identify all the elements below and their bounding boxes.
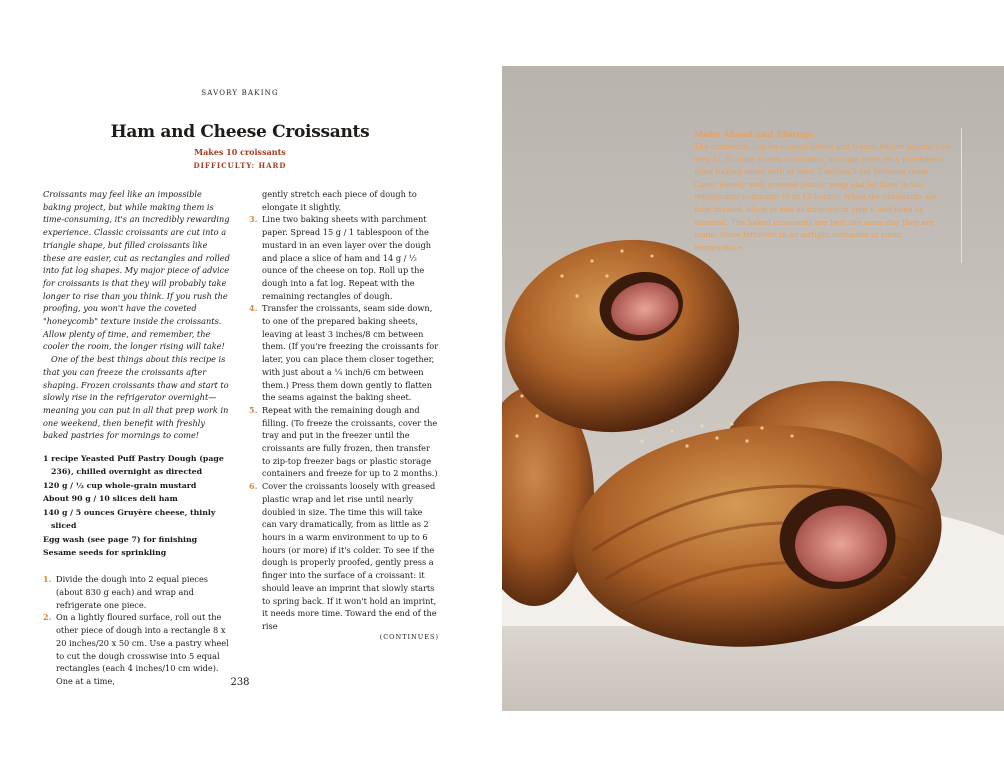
steps-list-2 [249,213,439,632]
step-item [249,404,439,480]
sidebar-text: The croissants can be shaped ahead and frozen before baking (see step 5). To bake frozen croissants, arrange them on a parchment-lined baking sheet with at least 2 inches/5 cm between them. Cover loosely with greased plastic wrap and let thaw in the refrigerator overnight (8 to 12 hours). When the croissants are fully thawed, allow to rise as directed in step 6 and bake as directed. The baked croissants are best the same day they are made. Store leftovers in an airtight container at room temperature. [694,142,952,252]
step-text: Cover the croissants loosely with greased plastic wrap and let rise until nearly doubled in size. The time this will take can vary dramatically, from as little as 2 hours in a warm environment to up to 6 hours (or more) if it's colder. To see if the dough is properly proofed, gently press a finger into the surface of a croissant: it should leave an imprint that slowly starts to spring back. If it won't hold an imprint, it needs more time. Toward the end of the rise [262,481,437,631]
step-number: 3. [249,214,258,225]
ingredient-item: 120 g / ½ cup whole-grain mustard [43,480,197,490]
step-text: Transfer the croissants, seam side down, to one of the prepared baking sheets, leaving at least 3 inches/8 cm between them. (If you're freezing the croissants for later, you can place them closer together, with just about a ¼ inch/6 cm between them.) Press them down gently to flatten the seams against the baking sheet. [262,303,439,403]
step-text: Line two baking sheets with parchment paper. Spread 15 g / 1 tablespoon of the mustard in an even layer over the dough and place a slice of ham and 14 g / ½ ounce of the cheese on top. Roll up the dough into a fat log. Repeat with the remaining rectangles of dough. [262,214,431,301]
ingredient-item: 140 g / 5 ounces Gruyère cheese, thinly sliced [43,507,216,531]
running-head: SAVORY BAKING [201,89,279,97]
recipe-difficulty: DIFFICULTY: HARD [193,161,287,170]
text-column-1 [43,188,231,688]
step-text: Divide the dough into 2 equal pieces (about 830 g each) and wrap and refrigerate one piece. [56,574,209,610]
make-ahead-sidebar [694,130,952,254]
steps-list-1 [43,573,231,687]
step-item [249,480,439,632]
step-number: 4. [249,303,258,314]
step-number: 6. [249,481,258,492]
ingredient-list [43,452,231,559]
intro [43,188,231,442]
page-number: 238 [230,677,250,688]
sidebar-rule [961,128,962,263]
recipe-yield: Makes 10 croissants [194,147,286,157]
step-number: 2. [43,612,52,623]
text-column-2 [249,188,439,633]
step-text: Repeat with the remaining dough and filling. (To freeze the croissants, cover the tray and put in the freezer until the croissants are fully frozen, then transfer to zip-top freezer bags or plastic storage containers and freeze for up to 2 months.) [262,404,438,479]
continues-label: (CONTINUES) [379,633,439,641]
intro-paragraph-1: Croissants may feel like an impossible baking project, but while making them is time-consuming, it's an incredibly rewarding experience. Classic croissants are cut into a triangle shape, but filled croissants like these are easier, cut as rectangles and rolled into fat log shapes. My major piece of advice for croissants is that they will probably take longer to rise than you think. If you rush the proofing, you won't have the coveted "honeycomb" texture inside the croissants. Allow plenty of time, and remember, the cooler the room, the longer rising will take! [43,189,230,352]
step-item [43,573,231,611]
ingredient-item: Egg wash (see page 7) for finishing [43,534,198,544]
step-number: 5. [249,404,258,415]
step-text: On a lightly floured surface, roll out the other piece of dough into a rectangle 8 x 20 inches/20 x 50 cm. Use a pastry wheel to cut the dough crosswise into 5 equal rectangles (each 4 inches/10 cm wide). One at a time, [56,612,229,686]
ingredient-item: Sesame seeds for sprinkling [43,547,167,557]
recipe-title: Ham and Cheese Croissants [110,122,370,142]
step-number: 1. [43,574,52,585]
intro-paragraph-2: One of the best things about this recipe is that you can freeze the croissants after shaping. Frozen croissants thaw and start to slowly rise in the refrigerator overnight—meaning you can put in all that prep work in one weekend, then benefit with freshly baked pastries for mornings to come! [43,354,229,441]
ingredient-item: 1 recipe Yeasted Puff Pastry Dough (page 236), chilled overnight as directed [43,454,224,477]
step-continuation: gently stretch each piece of dough to elongate it slightly. [262,189,417,212]
ingredient-item: About 90 g / 10 slices deli ham [43,494,178,504]
step-item [249,213,439,302]
sidebar-title: Make Ahead and Storage [694,130,814,140]
step-item [249,302,439,404]
